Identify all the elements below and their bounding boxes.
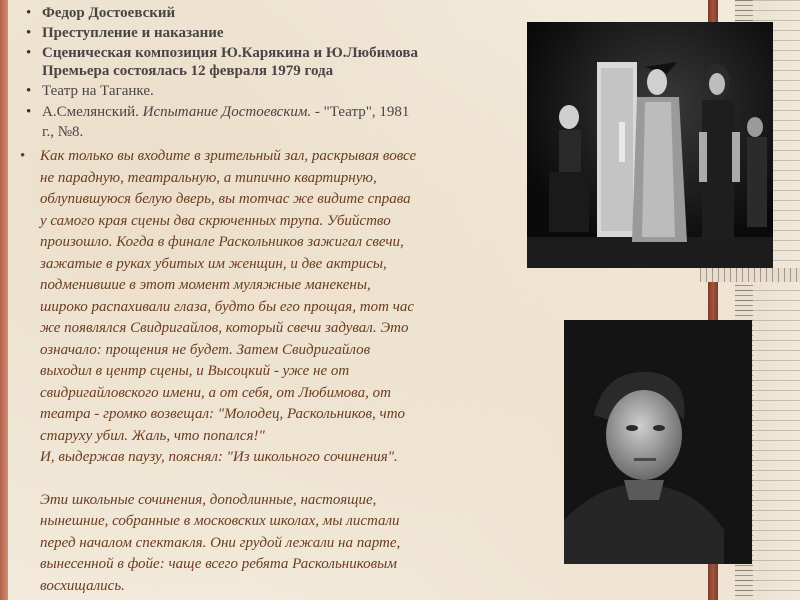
quote-line: широко распахивали глаза, будто бы его прощая, тот час [40,298,415,315]
quote-line: театра - громко возвещал: "Молодец, Раскольников, что [40,406,406,422]
header-list [22,4,522,142]
quote-line: старуху убил. Жаль, что попался!" [40,427,265,444]
quote-line: вынесенной в фойе: чаще всего ребята Раскольниковым [40,556,397,572]
actor-portrait-illustration [564,320,752,564]
quote-line: подменившие в этот момент муляжные манекены, [40,277,371,293]
header-item-author: • Федор Достоевский [26,5,176,21]
quote-line: восхищались. [40,577,125,594]
quote-line: нынешние, собранные в московских школах, мы листали [40,513,400,529]
quote-body [22,146,522,597]
quote-line: свидригайловского имени, а от себя, от Любимова, от [40,384,391,401]
quote-line: И, выдержав паузу, пояснял: "Из школьного сочинения". [40,449,398,465]
quote-line: зажатые в руках убитых им женщин, и две актрисы, [40,255,387,272]
left-decor-stripe [0,0,8,600]
quote-line: выходил в центр сцены, и Высоцкий - уже не от [40,363,350,379]
quote-line: Эти школьные сочинения, доподлинные, настоящие, [40,491,377,508]
quote-line: не парадную, театральную, а типично квартирную, [40,169,377,186]
stage-scene-illustration [527,22,773,268]
quote-paragraph-2 [40,490,522,598]
bullet-icon: • [26,83,32,99]
quote-line: у самого края сцены два скрюченных трупа. Убийство [40,212,391,229]
quote-line: перед началом спектакля. Они грудой лежали на парте, [40,534,401,551]
bullet-icon: • [26,25,32,41]
header-item-composition: • Сценическая композиция Ю.Карякина и Ю.Любимова Премьера состоялась 12 февраля 1979 года [26,45,419,79]
horizontal-ruler-band [700,268,800,282]
header-item-theatre: • Театр на Таганке. [26,83,154,99]
header-item-citation: • А.Смелянский. Испытание Достоевским. - "Театр", 1981 г., №8. [26,104,410,140]
stage-scene-photo [527,22,773,268]
header-item-title: • Преступление и наказание [26,25,224,41]
bullet-icon: • [26,104,32,120]
quote-line: означало: прощения не будет. Затем Свидригайлов [40,341,371,358]
quote-line: облупившуюся белую дверь, вы тотчас же видите справа [40,191,411,207]
quote-line: же появлялся Свидригайлов, который свечи задувал. Это [40,320,409,336]
quote-paragraph-1 [40,146,522,469]
bullet-icon: • [20,148,26,164]
bullet-icon: • [26,45,32,61]
actor-portrait-photo [564,320,752,564]
slide-content [22,4,522,597]
bullet-icon: • [26,5,32,21]
quote-line: произошло. Когда в финале Раскольников зажигал свечи, [40,234,404,250]
quote-line: Как только вы входите в зрительный зал, раскрывая вовсе [40,148,417,164]
